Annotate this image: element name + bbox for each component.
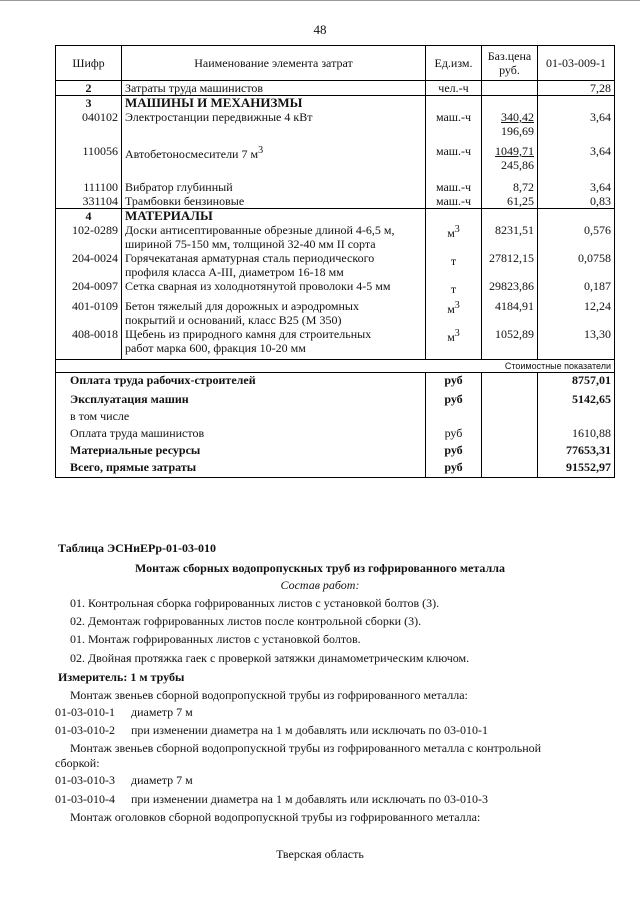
header-name: Наименование элемента затрат	[122, 46, 426, 81]
summary-unit: руб	[426, 443, 482, 460]
row-name	[122, 251, 426, 279]
summary-name: Оплата труда машинистов	[56, 426, 426, 443]
section-title: МАТЕРИАЛЫ	[122, 209, 426, 224]
variant-description: диаметр 7 м	[131, 773, 193, 787]
table-header-row	[56, 46, 615, 81]
work-item: 02. Демонтаж гофрированных листов после контрольной сборки (3).	[70, 614, 422, 628]
row-value: 7,28	[538, 81, 615, 96]
header-unit: Ед.изм.	[426, 46, 482, 81]
row-name-main: Автобетоносмесители 7 м	[125, 147, 259, 161]
measure-unit: Измеритель: 1 м трубы	[58, 670, 185, 684]
row-price: 8231,51	[482, 223, 538, 251]
summary-row	[56, 372, 615, 392]
summary-name: Эксплуатация машин	[56, 392, 426, 409]
summary-name: в том числе	[56, 409, 426, 426]
row-code: 204-0097	[56, 279, 122, 299]
row-name: Электростанции передвижные 4 кВт	[122, 110, 426, 144]
header-price-line1: Баз.цена	[487, 49, 532, 63]
row-unit: маш.-ч	[426, 144, 482, 180]
table-body	[56, 81, 615, 373]
header-base-price	[482, 46, 538, 81]
summary-row	[56, 392, 615, 409]
variant-description: при изменении диаметра на 1 м добавлять или исключать по 03-010-3	[131, 792, 488, 806]
row-price	[482, 110, 538, 144]
top-border-line	[0, 0, 640, 1]
variant-code: 01-03-010-4	[55, 792, 115, 806]
row-name: Сетка сварная из холоднотянутой проволоки 4-5 мм	[122, 279, 426, 299]
row-value: 3,64	[538, 180, 615, 194]
row-unit	[426, 251, 482, 279]
header-norm-code: 01-03-009-1	[538, 46, 615, 81]
row-price: 27812,15	[482, 251, 538, 279]
summary-unit: руб	[426, 460, 482, 478]
summary-value: 8757,01	[538, 372, 615, 392]
group-heading: Монтаж оголовков сборной водопропускной трубы из гофрированного металла:	[70, 810, 481, 824]
row-value: 0,187	[538, 279, 615, 299]
row-price: 61,25	[482, 194, 538, 209]
row-name-line2: покрытий и оснований, класс В25 (М 350)	[125, 313, 342, 327]
unit-base: м	[447, 330, 455, 344]
row-name	[122, 223, 426, 251]
row-value: 0,0758	[538, 251, 615, 279]
row-name: Затраты труда машинистов	[122, 81, 426, 96]
unit-base: т	[450, 282, 457, 296]
row-price	[482, 144, 538, 180]
group-heading-continuation: сборкой:	[55, 756, 100, 770]
table-row	[56, 223, 615, 251]
row-unit	[426, 279, 482, 299]
row-value: 13,30	[538, 327, 615, 359]
row-unit	[426, 327, 482, 359]
row-price	[482, 81, 538, 96]
indicators-label: Стоимостные показатели	[56, 359, 615, 372]
group-heading: Монтаж звеньев сборной водопропускной трубы из гофрированного металла:	[70, 688, 468, 702]
summary-unit: руб	[426, 372, 482, 392]
table-title: Таблица ЭСНиЕРр-01-03-010	[58, 541, 217, 555]
row-code: 204-0024	[56, 251, 122, 279]
table-row	[56, 110, 615, 144]
summary-row	[56, 460, 615, 478]
row-name-line2: шириной 75-150 мм, толщиной 32-40 мм II сорта	[125, 237, 376, 251]
section-row-machines	[56, 96, 615, 111]
summary-value: 1610,88	[538, 426, 615, 443]
row-name-line1: Горячекатаная арматурная сталь периодического	[125, 251, 375, 265]
table-subtitle: Монтаж сборных водопропускных труб из гофрированного металла	[135, 561, 505, 575]
summary-name: Всего, прямые затраты	[56, 460, 426, 478]
row-name: Вибратор глубинный	[122, 180, 426, 194]
row-value: 12,24	[538, 299, 615, 327]
section-title: МАШИНЫ И МЕХАНИЗМЫ	[122, 96, 426, 111]
cost-elements-table	[55, 45, 615, 478]
price-secondary: 245,86	[501, 158, 534, 172]
summary-value: 91552,97	[538, 460, 615, 478]
row-price: 8,72	[482, 180, 538, 194]
summary-block	[56, 372, 615, 478]
unit-base: м	[447, 226, 455, 240]
summary-name: Оплата труда рабочих-строителей	[56, 372, 426, 392]
row-unit: маш.-ч	[426, 194, 482, 209]
table-row-labor	[56, 81, 615, 96]
row-value: 0,576	[538, 223, 615, 251]
indicators-row	[56, 359, 615, 372]
row-code: 102-0289	[56, 223, 122, 251]
row-name: Трамбовки бензиновые	[122, 194, 426, 209]
row-code: 408-0018	[56, 327, 122, 359]
section-code: 4	[56, 209, 122, 224]
summary-value: 5142,65	[538, 392, 615, 409]
variant-code: 01-03-010-3	[55, 773, 115, 787]
summary-row	[56, 426, 615, 443]
row-name	[122, 327, 426, 359]
group-heading: Монтаж звеньев сборной водопропускной трубы из гофрированного металла с контрольной	[70, 741, 542, 755]
page-number: 48	[313, 22, 327, 37]
header-code: Шифр	[56, 46, 122, 81]
unit-base: т	[450, 254, 457, 268]
row-code: 331104	[56, 194, 122, 209]
unit-sup: 3	[454, 300, 460, 311]
table-row	[56, 299, 615, 327]
row-value: 3,64	[538, 144, 615, 180]
row-unit: маш.-ч	[426, 110, 482, 144]
row-code: 2	[56, 81, 122, 96]
header-price-line2: руб.	[499, 63, 520, 77]
row-code: 401-0109	[56, 299, 122, 327]
table-row	[56, 194, 615, 209]
row-unit: чел.-ч	[426, 81, 482, 96]
row-name-line2: профиля класса А-III, диаметром 16-18 мм	[125, 265, 344, 279]
row-code: 110056	[56, 144, 122, 180]
row-unit	[426, 223, 482, 251]
price-secondary: 196,69	[501, 124, 534, 138]
summary-value	[538, 409, 615, 426]
row-value: 3,64	[538, 110, 615, 144]
variant-code: 01-03-010-1	[55, 705, 115, 719]
row-name-sup: 3	[258, 145, 264, 156]
summary-value: 77653,31	[538, 443, 615, 460]
page-footer: Тверская область	[276, 847, 364, 861]
work-item: 01. Монтаж гофрированных листов с установкой болтов.	[70, 632, 361, 646]
row-unit: маш.-ч	[426, 180, 482, 194]
row-price: 1052,89	[482, 327, 538, 359]
work-item: 02. Двойная протяжка гаек с проверкой затяжки динамометрическим ключом.	[70, 651, 470, 665]
table-row	[56, 279, 615, 299]
summary-row	[56, 409, 615, 426]
table-row	[56, 144, 615, 180]
section-code: 3	[56, 96, 122, 111]
section-row-materials	[56, 209, 615, 224]
variant-description: диаметр 7 м	[131, 705, 193, 719]
row-code: 111100	[56, 180, 122, 194]
table-row	[56, 180, 615, 194]
summary-row	[56, 443, 615, 460]
row-unit	[426, 299, 482, 327]
work-item: 01. Контрольная сборка гофрированных листов с установкой болтов (3).	[70, 596, 440, 610]
summary-name: Материальные ресурсы	[56, 443, 426, 460]
works-heading: Состав работ:	[280, 578, 360, 592]
variant-description: при изменении диаметра на 1 м добавлять или исключать по 03-010-1	[131, 723, 488, 737]
row-price: 4184,91	[482, 299, 538, 327]
row-name-line1: Доски антисептированные обрезные длиной 4-6,5 м,	[125, 223, 395, 237]
row-value: 0,83	[538, 194, 615, 209]
row-name-line2: работ марка 600, фракция 10-20 мм	[125, 341, 306, 355]
price-main: 1049,71	[495, 144, 534, 158]
unit-sup: 3	[454, 328, 460, 339]
summary-unit: руб	[426, 392, 482, 409]
table-row	[56, 327, 615, 359]
row-code: 040102	[56, 110, 122, 144]
unit-sup: 3	[454, 224, 460, 235]
summary-unit	[426, 409, 482, 426]
price-main: 340,42	[501, 110, 534, 124]
table-row	[56, 251, 615, 279]
unit-base: м	[447, 302, 455, 316]
row-price: 29823,86	[482, 279, 538, 299]
summary-unit: руб	[426, 426, 482, 443]
row-name	[122, 299, 426, 327]
variant-code: 01-03-010-2	[55, 723, 115, 737]
row-name-line1: Щебень из природного камня для строительных	[125, 327, 372, 341]
row-name	[122, 144, 426, 180]
row-name-line1: Бетон тяжелый для дорожных и аэродромных	[125, 299, 359, 313]
